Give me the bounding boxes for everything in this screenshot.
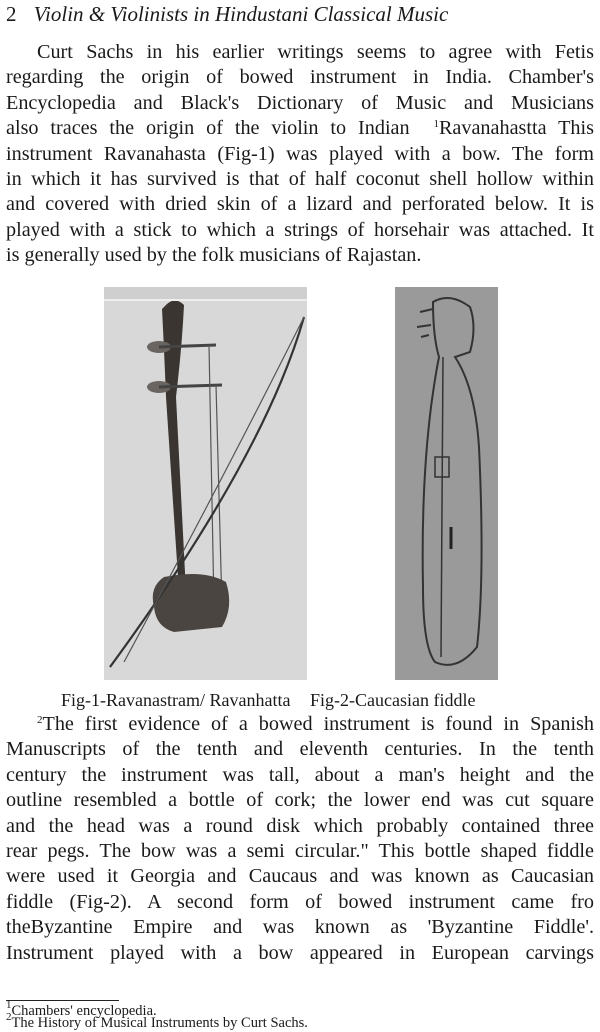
- text-line: Instrument played with a bow appeared in European carvings: [6, 941, 594, 964]
- text-line: rear pegs. The bow was a semi circular." This bottle shaped fiddle: [6, 840, 594, 863]
- text-line: Curt Sachs in his earlier writings seems to agree with Fetis: [37, 41, 594, 63]
- footnote-2: $^2$The History of Musical Instruments by Curt Sachs.: [6, 1011, 308, 1031]
- text-line: Manuscripts of the tenth and eleventh centuries. In the tenth: [6, 738, 594, 761]
- running-title: Violin & Violinists in Hindustani Classical Music: [33, 2, 449, 26]
- text-line: fiddle (Fig-2). A second form of bowed instrument came fro: [6, 890, 594, 913]
- text-line: is generally used by the folk musicians of Rajastan.: [6, 244, 422, 267]
- caucasian-fiddle-illustration: [395, 287, 498, 680]
- text-line: $^2$The first evidence of a bowed instrument is found in Spanish: [37, 713, 594, 735]
- footnote-ref: 1: [433, 118, 439, 131]
- text-line: and covered with dried skin of a lizard and perforated below. It is: [6, 193, 594, 216]
- text-line: regarding the origin of bowed instrument in India. Chamber's: [6, 66, 594, 89]
- ravanahasta-illustration: [104, 287, 307, 680]
- text-line: theByzantine Empire and was known as 'Byzantine Fiddle'.: [6, 916, 594, 939]
- running-header: [6, 2, 448, 27]
- figure-1-caption: Fig-1-Ravanastram/ Ravanhatta: [61, 690, 291, 710]
- text-line: instrument Ravanahasta (Fig-1) was played with a bow. The form: [6, 142, 594, 165]
- text-line: were used it Georgia and Caucaus and was known as Caucasian: [6, 865, 594, 888]
- footnote-1: $^1$Chambers' encyclopedia.: [6, 999, 157, 1019]
- text-line: played with a stick to which a strings of horsehair was attached. It: [6, 218, 594, 241]
- footnote-divider: [6, 1000, 119, 1001]
- text-line: also traces the origin of the violin to Indian $^1$Ravanahastta This: [6, 117, 594, 140]
- figure-ravanahasta: [104, 287, 307, 680]
- text-line: century the instrument was tall, about a man's height and the: [6, 763, 594, 786]
- text-line: and the head was a round disk which probably contained three: [6, 814, 594, 837]
- text-line: outline resembled a bottle of cork; the lower end was cut square: [6, 789, 594, 812]
- figure-2-caption: Fig-2-Caucasian fiddle: [310, 690, 476, 710]
- footnote-ref: 2: [37, 714, 43, 726]
- figure-caucasian-fiddle: [395, 287, 498, 680]
- text-line: in which it has survived is that of half coconut shell hollow within: [6, 168, 594, 191]
- paragraph-1: [6, 40, 594, 269]
- text-line: Encyclopedia and Black's Dictionary of Music and Musicians: [6, 91, 594, 114]
- page-number: 2: [6, 2, 17, 26]
- paragraph-2: [6, 712, 594, 966]
